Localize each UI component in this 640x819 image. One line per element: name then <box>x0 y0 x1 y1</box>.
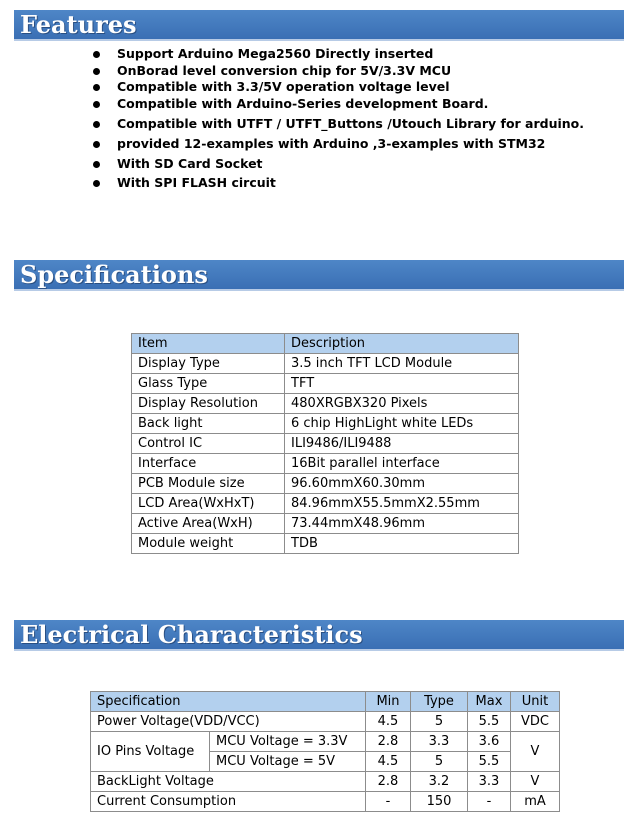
item-cell: Glass Type <box>132 374 285 394</box>
description-cell: 73.44mmX48.96mm <box>285 514 519 534</box>
item-cell: PCB Module size <box>132 474 285 494</box>
table-row <box>132 494 519 514</box>
min-cell: 4.5 <box>366 712 411 732</box>
min-cell: 2.8 <box>366 772 411 792</box>
specifications-header <box>14 260 624 291</box>
type-cell: 3.3 <box>411 732 468 752</box>
bullet-icon <box>93 101 100 108</box>
unit-cell: mA <box>511 792 560 812</box>
item-cell: Back light <box>132 414 285 434</box>
features-list <box>0 46 584 192</box>
max-cell: 5.5 <box>468 712 511 732</box>
electrical-header <box>14 620 624 651</box>
table-row <box>132 414 519 434</box>
table-header-row <box>132 334 519 354</box>
list-item: Compatible with 3.3/5V operation voltage level <box>0 79 584 96</box>
table-row <box>132 354 519 374</box>
sub-spec-cell: MCU Voltage = 5V <box>210 752 366 772</box>
type-cell: 3.2 <box>411 772 468 792</box>
item-cell: Control IC <box>132 434 285 454</box>
bullet-icon <box>93 68 100 75</box>
max-cell: - <box>468 792 511 812</box>
electrical-title: Electrical Characteristics <box>20 620 363 649</box>
list-item: With SD Card Socket <box>0 156 584 173</box>
column-header-min: Min <box>366 692 411 712</box>
specifications-title: Specifications <box>20 260 208 289</box>
table-header-row <box>91 692 560 712</box>
item-cell: LCD Area(WxHxT) <box>132 494 285 514</box>
table-row <box>132 534 519 554</box>
description-cell: ILI9486/ILI9488 <box>285 434 519 454</box>
max-cell: 3.3 <box>468 772 511 792</box>
list-item: OnBorad level conversion chip for 5V/3.3V MCU <box>0 63 584 80</box>
item-cell: Module weight <box>132 534 285 554</box>
item-cell: Active Area(WxH) <box>132 514 285 534</box>
column-header-type: Type <box>411 692 468 712</box>
features-header <box>14 10 624 41</box>
type-cell: 5 <box>411 712 468 732</box>
min-cell: 4.5 <box>366 752 411 772</box>
specifications-table <box>131 333 519 554</box>
spec-cell: Current Consumption <box>91 792 366 812</box>
type-cell: 5 <box>411 752 468 772</box>
unit-cell: VDC <box>511 712 560 732</box>
table-row <box>91 772 560 792</box>
bullet-icon <box>93 121 100 128</box>
description-cell: 480XRGBX320 Pixels <box>285 394 519 414</box>
list-item: With SPI FLASH circuit <box>0 175 584 192</box>
list-item: Compatible with UTFT / UTFT_Buttons /Utouch Library for arduino. <box>0 116 584 133</box>
table-row <box>91 712 560 732</box>
max-cell: 3.6 <box>468 732 511 752</box>
features-title: Features <box>20 10 137 39</box>
list-item: Compatible with Arduino-Series development Board. <box>0 96 584 113</box>
item-cell: Interface <box>132 454 285 474</box>
description-cell: TDB <box>285 534 519 554</box>
description-cell: 84.96mmX55.5mmX2.55mm <box>285 494 519 514</box>
description-cell: 96.60mmX60.30mm <box>285 474 519 494</box>
spec-cell: IO Pins Voltage <box>91 732 210 772</box>
item-cell: Display Resolution <box>132 394 285 414</box>
min-cell: - <box>366 792 411 812</box>
spec-cell: BackLight Voltage <box>91 772 366 792</box>
list-item: provided 12-examples with Arduino ,3-examples with STM32 <box>0 136 584 153</box>
bullet-icon <box>93 51 100 58</box>
description-cell: 16Bit parallel interface <box>285 454 519 474</box>
table-row <box>132 434 519 454</box>
list-item: Support Arduino Mega2560 Directly inserted <box>0 46 584 63</box>
column-header-specification: Specification <box>91 692 366 712</box>
unit-cell: V <box>511 732 560 772</box>
unit-cell: V <box>511 772 560 792</box>
table-row <box>132 454 519 474</box>
spec-cell: Power Voltage(VDD/VCC) <box>91 712 366 732</box>
table-row <box>132 394 519 414</box>
description-cell: 3.5 inch TFT LCD Module <box>285 354 519 374</box>
table-row <box>132 474 519 494</box>
column-header-description: Description <box>285 334 519 354</box>
bullet-icon <box>93 141 100 148</box>
item-cell: Display Type <box>132 354 285 374</box>
bullet-icon <box>93 84 100 91</box>
bullet-icon <box>93 161 100 168</box>
bullet-icon <box>93 180 100 187</box>
sub-spec-cell: MCU Voltage = 3.3V <box>210 732 366 752</box>
min-cell: 2.8 <box>366 732 411 752</box>
column-header-item: Item <box>132 334 285 354</box>
table-row <box>132 374 519 394</box>
type-cell: 150 <box>411 792 468 812</box>
description-cell: TFT <box>285 374 519 394</box>
electrical-table <box>90 691 560 812</box>
description-cell: 6 chip HighLight white LEDs <box>285 414 519 434</box>
column-header-max: Max <box>468 692 511 712</box>
column-header-unit: Unit <box>511 692 560 712</box>
max-cell: 5.5 <box>468 752 511 772</box>
table-row <box>91 792 560 812</box>
table-row <box>132 514 519 534</box>
table-row <box>91 732 560 752</box>
